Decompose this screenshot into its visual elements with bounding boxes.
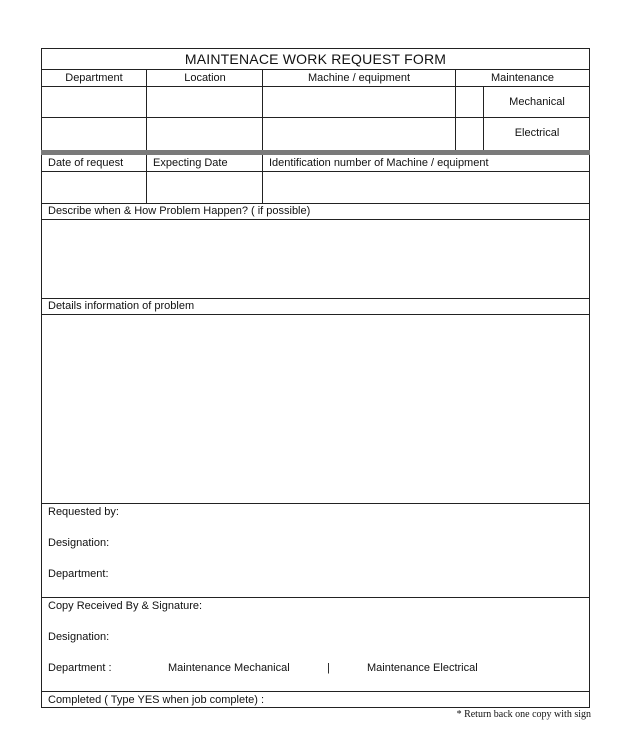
describe-problem-label: Describe when & How Problem Happen? ( if possible)	[48, 205, 311, 217]
requested-designation-input[interactable]	[120, 535, 585, 551]
received-designation-label: Designation:	[48, 631, 110, 643]
received-department-label: Department :	[48, 662, 112, 674]
location-input[interactable]	[147, 87, 262, 117]
option-maintenance-electrical[interactable]: Maintenance Electrical	[367, 662, 478, 674]
location-input[interactable]	[147, 118, 262, 149]
maintenance-mechanical-label: Mechanical	[509, 96, 565, 108]
header-location: Location	[184, 72, 226, 84]
department-input[interactable]	[42, 118, 146, 149]
details-problem-input[interactable]	[42, 315, 589, 503]
describe-problem-input[interactable]	[42, 220, 589, 298]
maintenance-electrical-label: Electrical	[514, 127, 560, 139]
date-of-request-input[interactable]	[42, 172, 146, 202]
completed-input[interactable]	[280, 692, 585, 707]
divider	[41, 203, 590, 204]
machine-input[interactable]	[263, 118, 455, 149]
completed-label: Completed ( Type YES when job complete) :	[48, 694, 265, 706]
option-separator: |	[327, 662, 330, 674]
requested-by-label: Requested by:	[48, 506, 119, 518]
machine-input[interactable]	[263, 87, 455, 117]
footnote: * Return back one copy with sign	[456, 709, 591, 720]
requested-by-input[interactable]	[130, 505, 585, 521]
section-separator	[41, 150, 590, 155]
divider	[41, 298, 590, 299]
divider	[41, 503, 590, 504]
header-maintenance: Maintenance	[491, 72, 554, 84]
identification-number-input[interactable]	[263, 172, 589, 202]
department-input[interactable]	[42, 87, 146, 117]
requested-designation-label: Designation:	[48, 537, 110, 549]
mechanical-checkbox[interactable]	[456, 87, 483, 117]
divider	[41, 597, 590, 598]
header-department: Department	[65, 72, 123, 84]
divider	[41, 69, 590, 70]
expecting-date-input[interactable]	[147, 172, 262, 202]
form-title: MAINTENACE WORK REQUEST FORM	[184, 51, 447, 67]
requested-department-label: Department:	[48, 568, 109, 580]
copy-received-input[interactable]	[215, 599, 585, 615]
details-problem-label: Details information of problem	[48, 300, 195, 312]
identification-number-label: Identification number of Machine / equipment	[269, 157, 489, 169]
copy-received-label: Copy Received By & Signature:	[48, 600, 203, 612]
expecting-date-label: Expecting Date	[153, 157, 228, 169]
header-machine: Machine / equipment	[307, 72, 411, 84]
received-designation-input[interactable]	[120, 629, 585, 645]
option-maintenance-mechanical[interactable]: Maintenance Mechanical	[168, 662, 290, 674]
electrical-checkbox[interactable]	[456, 118, 483, 149]
requested-department-input[interactable]	[120, 566, 585, 582]
date-of-request-label: Date of request	[48, 157, 124, 169]
